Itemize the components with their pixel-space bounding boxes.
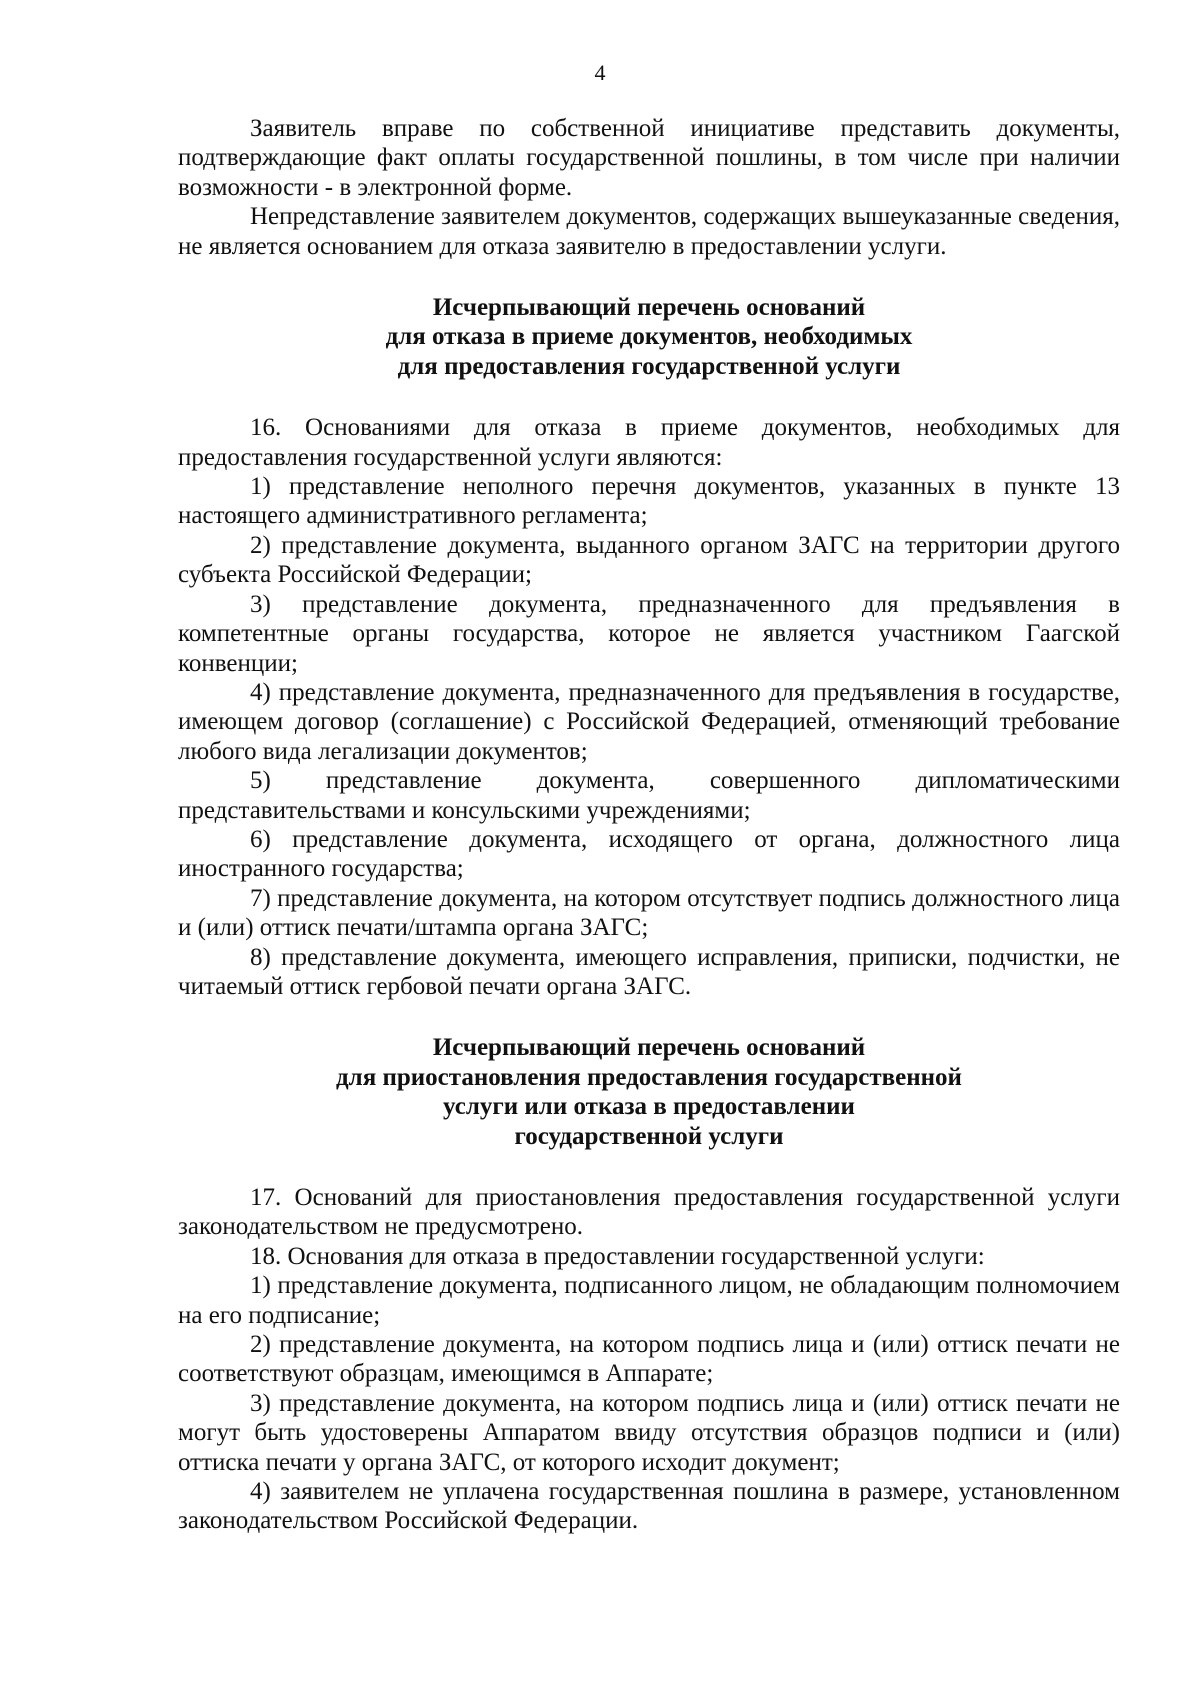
- list-item: 8) представление документа, имеющего исправления, приписки, подчистки, не читаемый оттиск гербовой печати органа ЗАГС.: [178, 943, 1120, 1000]
- list-item: 6) представление документа, исходящего от органа, должностного лица иностранного государства;: [178, 825, 1120, 883]
- section-heading-line: Исчерпывающий перечень оснований: [432, 294, 866, 322]
- list-item: 1) представление неполного перечня документов, указанных в пункте 13 настоящего административного регламента;: [178, 473, 1120, 530]
- list-item: 2) представление документа, выданного органом ЗАГС на территории другого субъекта Российской Федерации;: [178, 531, 1120, 589]
- paragraph: Заявитель вправе по собственной инициативе представить документы, подтверждающие факт оплаты государственной пошлины, в том числе при наличии возможности - в электронной форме.: [178, 115, 1120, 201]
- section-heading-line: для предоставления государственной услуги: [397, 352, 901, 380]
- paragraph: 16. Основаниями для отказа в приеме документов, необходимых для предоставления государственной услуги являются:: [178, 414, 1120, 471]
- section-heading: [178, 1033, 1120, 1151]
- list-item: 7) представление документа, на котором отсутствует подпись должностного лица и (или) оттиск печати/штампа органа ЗАГС;: [178, 884, 1120, 942]
- list-item: 3) представление документа, предназначенного для предъявления в компетентные органы государства, которое не является участником Гаагской конвенции;: [178, 590, 1120, 677]
- paragraph: 18. Основания для отказа в предоставлении государственной услуги:: [250, 1242, 985, 1270]
- list-item: 4) представление документа, предназначенного для предъявления в государстве, имеющем договор (соглашение) с Российской Федерацией, отменяющий требование любого вида легализации документов;: [178, 678, 1120, 765]
- document-body: [178, 114, 1120, 1536]
- list-item: 3) представление документа, на котором подпись лица и (или) оттиск печати не могут быть удостоверены Аппаратом ввиду отсутствия образцов подписи и (или) оттиска печати у органа ЗАГС, от которого исходит документ;: [178, 1389, 1120, 1476]
- section-heading-line: государственной услуги: [514, 1122, 784, 1150]
- section-heading-line: для приостановления предоставления государственной: [336, 1063, 962, 1091]
- list-item: 2) представление документа, на котором подпись лица и (или) оттиск печати не соответствуют образцам, имеющимся в Аппарате;: [178, 1331, 1120, 1388]
- paragraph: 17. Оснований для приостановления предоставления государственной услуги законодательством не предусмотрено.: [178, 1184, 1120, 1241]
- list-item: 4) заявителем не уплачена государственная пошлина в размере, установленном законодательством Российской Федерации.: [178, 1478, 1120, 1535]
- page-number: 4: [594, 60, 606, 85]
- list-item: 5) представление документа, совершенного дипломатическими представительствами и консульскими учреждениями;: [178, 767, 1120, 824]
- section-heading: [178, 293, 1120, 381]
- section-heading-line: Исчерпывающий перечень оснований: [432, 1034, 866, 1062]
- section-heading-line: для отказа в приеме документов, необходимых: [385, 323, 913, 351]
- list-item: 1) представление документа, подписанного лицом, не обладающим полномочием на его подписание;: [178, 1272, 1120, 1329]
- paragraph: Непредставление заявителем документов, содержащих вышеуказанные сведения, не является основанием для отказа заявителю в предоставлении услуги.: [178, 203, 1120, 260]
- section-heading-line: услуги или отказа в предоставлении: [443, 1093, 855, 1121]
